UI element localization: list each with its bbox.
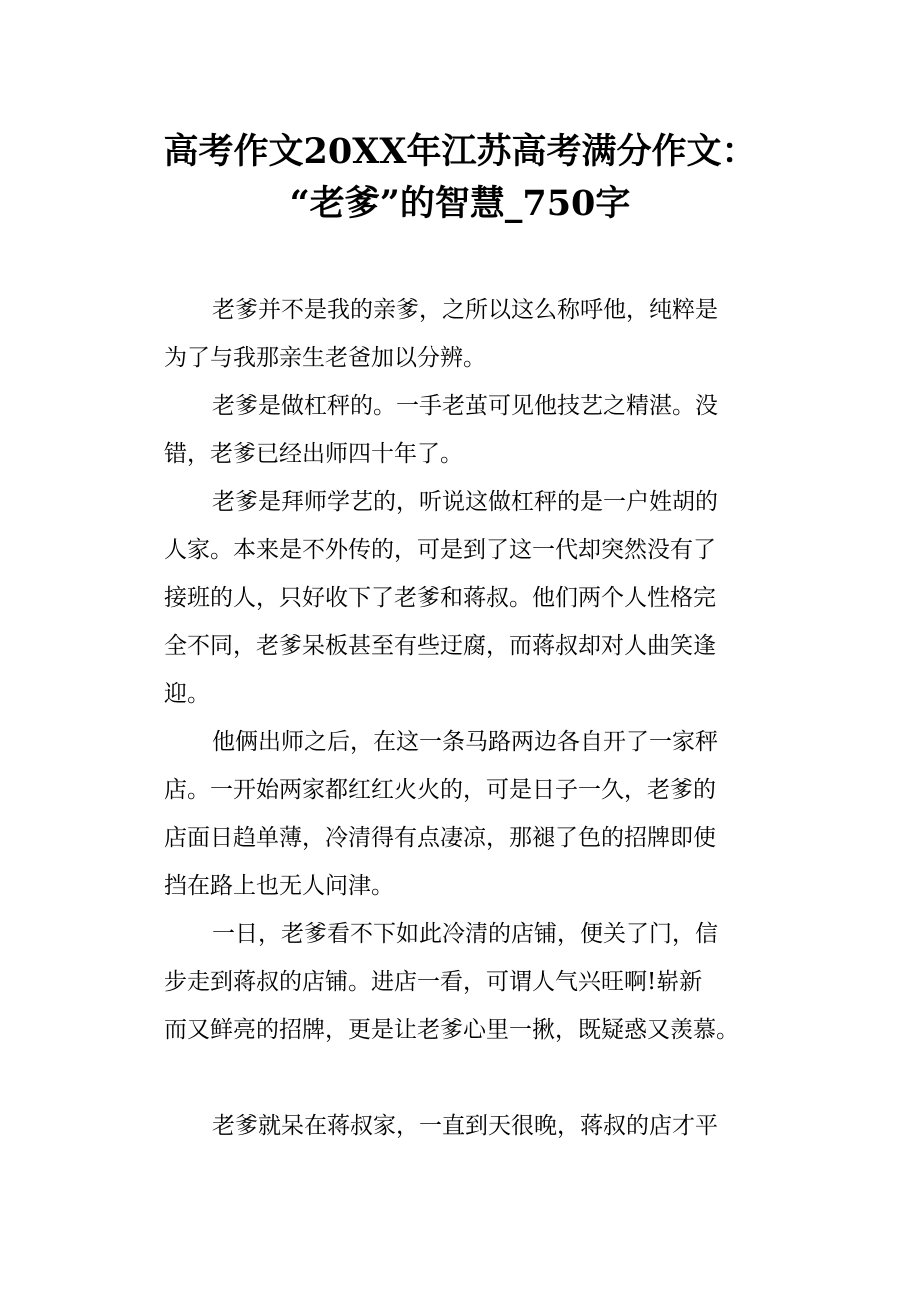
text-line: 老爹并不是我的亲爹，之所以这么称呼他，纯粹是 bbox=[212, 297, 718, 323]
text-line: 人家。本来是不外传的，可是到了这一代却突然没有了 bbox=[164, 537, 716, 563]
text-line: 全不同，老爹呆板甚至有些迂腐，而蒋叔却对人曲笑逢 bbox=[164, 633, 716, 659]
paragraph bbox=[164, 382, 764, 478]
text-line: 店。一开始两家都红红火火的，可是日子一久，老爹的 bbox=[164, 777, 716, 803]
essay-body bbox=[164, 286, 764, 1150]
title-line-2: “老爹”的智慧_750字 bbox=[289, 183, 631, 224]
title-line-1: 高考作文20XX年江苏高考满分作文： bbox=[163, 131, 757, 172]
paragraph bbox=[164, 1102, 764, 1150]
paragraph bbox=[164, 478, 764, 718]
text-line: 老爹是拜师学艺的，听说这做杠秤的是一户姓胡的 bbox=[212, 489, 718, 515]
text-line: 店面日趋单薄，冷清得有点凄凉，那褪了色的招牌即使 bbox=[164, 825, 716, 851]
text-line: 挡在路上也无人问津。 bbox=[164, 873, 394, 899]
text-line: 一日，老爹看不下如此冷清的店铺，便关了门，信 bbox=[212, 921, 718, 947]
text-line: 为了与我那亲生老爸加以分辨。 bbox=[164, 345, 486, 371]
text-line: 接班的人，只好收下了老爹和蒋叔。他们两个人性格完 bbox=[164, 585, 716, 611]
text-line: 错，老爹已经出师四十年了。 bbox=[164, 441, 463, 467]
paragraph bbox=[164, 286, 764, 382]
text-line: 而又鲜亮的招牌，更是让老爹心里一揪，既疑惑又羡慕。 bbox=[164, 1017, 739, 1043]
paragraph bbox=[164, 910, 764, 1054]
text-line: 老爹就呆在蒋叔家，一直到天很晚，蒋叔的店才平 bbox=[212, 1113, 718, 1139]
paragraph bbox=[164, 718, 764, 910]
text-line: 步走到蒋叔的店铺。进店一看，可谓人气兴旺啊!崭新 bbox=[164, 969, 703, 995]
text-line: 迎。 bbox=[164, 681, 210, 707]
text-line: 老爹是做杠秤的。一手老茧可见他技艺之精湛。没 bbox=[212, 393, 718, 419]
page-title bbox=[100, 126, 820, 230]
text-line: 他俩出师之后，在这一条马路两边各自开了一家秤 bbox=[212, 729, 718, 755]
